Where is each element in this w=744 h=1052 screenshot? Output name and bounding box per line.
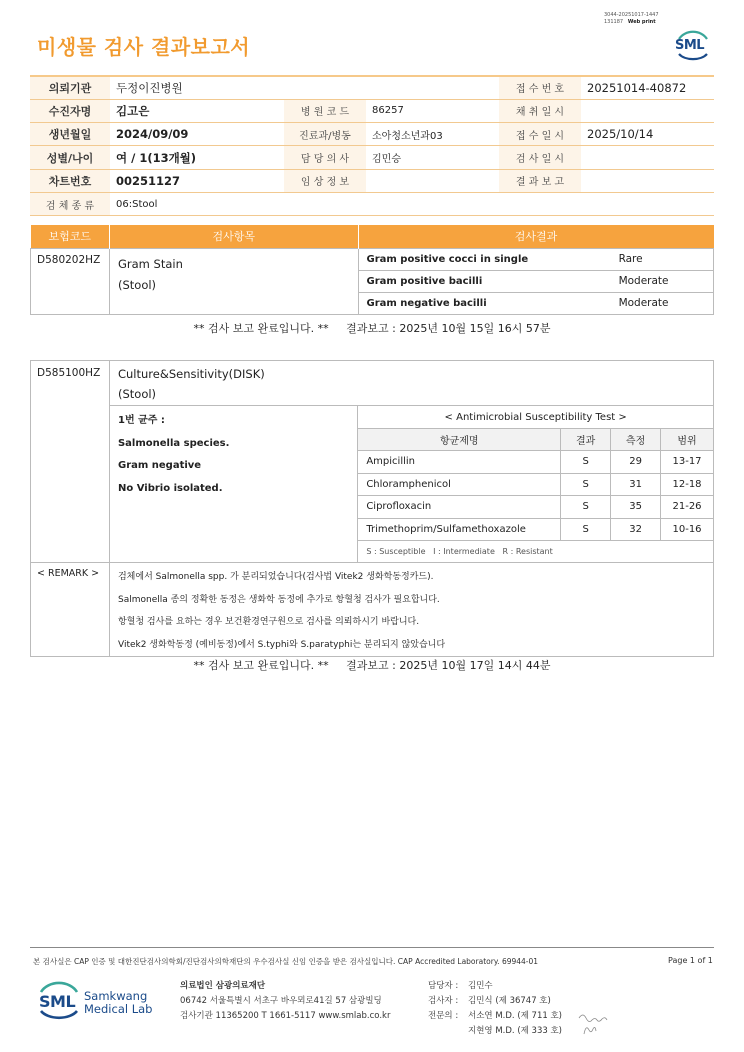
- ast-drug: Trimethoprim/Sulfamethoxazole: [358, 518, 561, 541]
- result-name: Gram positive bacilli: [358, 270, 611, 292]
- result-value: Moderate: [611, 292, 714, 314]
- clinical-info: [366, 169, 499, 192]
- staff-role: 전문의 :: [428, 1011, 459, 1021]
- staff-name: 지현영 M.D. (제 333 호): [468, 1026, 563, 1036]
- ast-measure: 31: [611, 473, 661, 496]
- department: 소아청소년과03: [366, 123, 499, 146]
- test-item-name: Gram Stain: [117, 256, 183, 271]
- label-hospital-code: 병 원 코 드: [284, 99, 366, 122]
- requesting-org: 두정이진병원: [110, 76, 499, 99]
- ast-measure: 29: [611, 451, 661, 474]
- result-name: Gram negative bacilli: [358, 292, 611, 314]
- label-receipt-date: 접 수 일 시: [499, 123, 581, 146]
- web-print-label: Web print: [627, 19, 656, 25]
- test-item-specimen: (Stool): [117, 277, 157, 292]
- accreditation-notice: 본 검사실은 CAP 인증 및 대한진단검사의학회/진단검사의학재단의 우수검사실 신임 인증을 받은 검사실입니다. CAP Accredited Laboratory. 69944-01: [33, 957, 539, 966]
- insurance-code: D585100HZ: [31, 361, 110, 563]
- document-code-number: 131187: [604, 19, 624, 25]
- label-birth-date: 생년월일: [30, 123, 110, 146]
- samkwang-logo-sml: SML: [39, 992, 76, 1011]
- ast-result: S: [561, 496, 611, 519]
- label-receipt-no: 접 수 번 호: [499, 76, 581, 99]
- label-chart-no: 차트번호: [30, 169, 110, 192]
- result-value: Rare: [611, 248, 714, 270]
- remark-label: < REMARK >: [31, 563, 110, 657]
- signature-icon: [576, 1010, 610, 1038]
- ast-drug: Chloramphenicol: [358, 473, 561, 496]
- staff-row: [428, 994, 562, 1009]
- receipt-date: 2025/10/14: [581, 123, 714, 146]
- result-report: [581, 169, 714, 192]
- staff-name: 서소연 M.D. (제 711 호): [468, 1011, 563, 1021]
- staff-row: [428, 1024, 562, 1039]
- result-name: Gram positive cocci in single: [358, 248, 611, 270]
- ast-header-result: 결과: [561, 429, 611, 451]
- info-row: [30, 146, 714, 169]
- culture-test-specimen: (Stool): [117, 387, 157, 401]
- doctor: 김민승: [366, 146, 499, 169]
- organism-name: Salmonella species.: [117, 437, 230, 449]
- label-clinical-info: 임 상 정 보: [284, 169, 366, 192]
- header-test-item: 검사항목: [109, 225, 358, 248]
- organism-gram: Gram negative: [117, 460, 202, 471]
- collection-date: [581, 99, 714, 122]
- staff-role: 담당자 :: [428, 981, 459, 991]
- info-row: [30, 123, 714, 146]
- ast-drug: Ampicillin: [358, 451, 561, 474]
- staff-row: [428, 1009, 562, 1024]
- remark-line: 검체에서 Salmonella spp. 가 분리되었습니다(검사법 Vitek2 생화학동정카드).: [117, 572, 434, 582]
- info-row: [30, 169, 714, 192]
- gram-stain-table: [30, 225, 714, 315]
- organism-info: [109, 406, 357, 563]
- org-name: 의료법인 삼광의료재단: [180, 981, 266, 991]
- page-title: 미생물 검사 결과보고서: [37, 35, 251, 59]
- samkwang-logo-line2: Medical Lab: [84, 1002, 153, 1016]
- sex-age: 여 / 1(13개월): [110, 146, 284, 169]
- culture-test-name: Culture&Sensitivity(DISK): [117, 367, 265, 381]
- specimen-type: 06:Stool: [110, 192, 714, 215]
- document-code: [604, 12, 694, 26]
- info-row: [30, 192, 714, 215]
- remark-line: Salmonella 종의 정확한 동정은 생화학 동정에 추가로 항혈청 검사가 필요합니다.: [117, 594, 440, 605]
- ast-result: S: [561, 518, 611, 541]
- ast-range: 13-17: [661, 451, 714, 474]
- label-test-date: 검 사 일 시: [499, 146, 581, 169]
- organism-vibrio: No Vibrio isolated.: [117, 482, 223, 494]
- patient-info-table: [30, 75, 714, 216]
- sml-logo: [673, 27, 713, 63]
- test-date: [581, 146, 714, 169]
- remark-line: 항혈청 검사를 요하는 경우 보건환경연구원으로 검사를 의뢰하시기 바랍니다.: [117, 617, 420, 627]
- report-complete-note-2: ** 검사 보고 완료입니다. ** 결과보고 : 2025년 10월 17일 14시 44분: [193, 659, 551, 672]
- page-number: Page 1 of 1: [668, 956, 713, 965]
- ast-header-drug: 항균제명: [358, 429, 561, 451]
- report-complete-note: ** 검사 보고 완료입니다. ** 결과보고 : 2025년 10월 15일 16시 57분: [193, 322, 551, 335]
- label-department: 진료과/병동: [284, 123, 366, 146]
- organism-label: 1번 균주 :: [117, 415, 165, 426]
- remark-line: Vitek2 생화학동정 (예비동정)에서 S.typhi와 S.paratyphi는 분리되지 않았습니다: [117, 639, 446, 650]
- staff-role: 검사자 :: [428, 996, 459, 1006]
- ast-measure: 35: [611, 496, 661, 519]
- chart-no: 00251127: [110, 169, 284, 192]
- birth-date: 2024/09/09: [110, 123, 284, 146]
- remark-text: [109, 563, 713, 657]
- ast-range: 21-26: [661, 496, 714, 519]
- staff-name: 김민식 (제 36747 호): [468, 996, 551, 1006]
- footer-divider: [30, 947, 714, 948]
- info-row: [30, 76, 714, 99]
- samkwang-logo: [37, 978, 157, 1024]
- ast-result: S: [561, 473, 611, 496]
- insurance-code: D580202HZ: [31, 248, 110, 314]
- label-specimen-type: 검 체 종 류: [30, 192, 110, 215]
- sml-logo-text: SML: [675, 38, 705, 53]
- ast-header-range: 범위: [661, 429, 714, 451]
- ast-result: S: [561, 451, 611, 474]
- staff-row: [428, 979, 562, 994]
- org-info: [180, 979, 390, 1024]
- ast-header-measure: 측정: [611, 429, 661, 451]
- staff-info: [428, 979, 562, 1039]
- test-item: [109, 248, 358, 314]
- label-patient-name: 수진자명: [30, 99, 110, 122]
- ast-range: 12-18: [661, 473, 714, 496]
- org-address: 06742 서울특별시 서초구 바우뫼로41길 57 삼광빌딩: [180, 996, 382, 1006]
- result-value: Moderate: [611, 270, 714, 292]
- label-requesting-org: 의뢰기관: [30, 76, 110, 99]
- ast-drug: Ciprofloxacin: [358, 496, 561, 519]
- header-test-result: 검사결과: [358, 225, 713, 248]
- header-insurance-code: 보험코드: [31, 225, 110, 248]
- org-contact: 검사기관 11365200 T 1661-5117 www.smlab.co.kr: [180, 1011, 391, 1021]
- samkwang-logo-name: [84, 990, 152, 1016]
- ast-measure: 32: [611, 518, 661, 541]
- patient-name: 김고은: [110, 99, 284, 122]
- culture-test-item: [109, 361, 713, 406]
- label-result-report: 결 과 보 고: [499, 169, 581, 192]
- samkwang-logo-line1: Samkwang: [84, 989, 148, 1003]
- ast-title: < Antimicrobial Susceptibility Test >: [358, 406, 714, 429]
- label-doctor: 담 당 의 사: [284, 146, 366, 169]
- info-row: [30, 99, 714, 122]
- document-code-line1: 3044-20251017-1447: [604, 12, 659, 18]
- receipt-no: 20251014-40872: [581, 76, 714, 99]
- ast-range: 10-16: [661, 518, 714, 541]
- ast-legend: S : Susceptible I : Intermediate R : Resistant: [358, 541, 714, 563]
- label-sex-age: 성별/나이: [30, 146, 110, 169]
- hospital-code: 86257: [366, 99, 499, 122]
- culture-table: [30, 360, 714, 657]
- label-collection-date: 채 취 일 시: [499, 99, 581, 122]
- staff-name: 김민수: [468, 981, 493, 991]
- document-code-line2: [604, 19, 694, 26]
